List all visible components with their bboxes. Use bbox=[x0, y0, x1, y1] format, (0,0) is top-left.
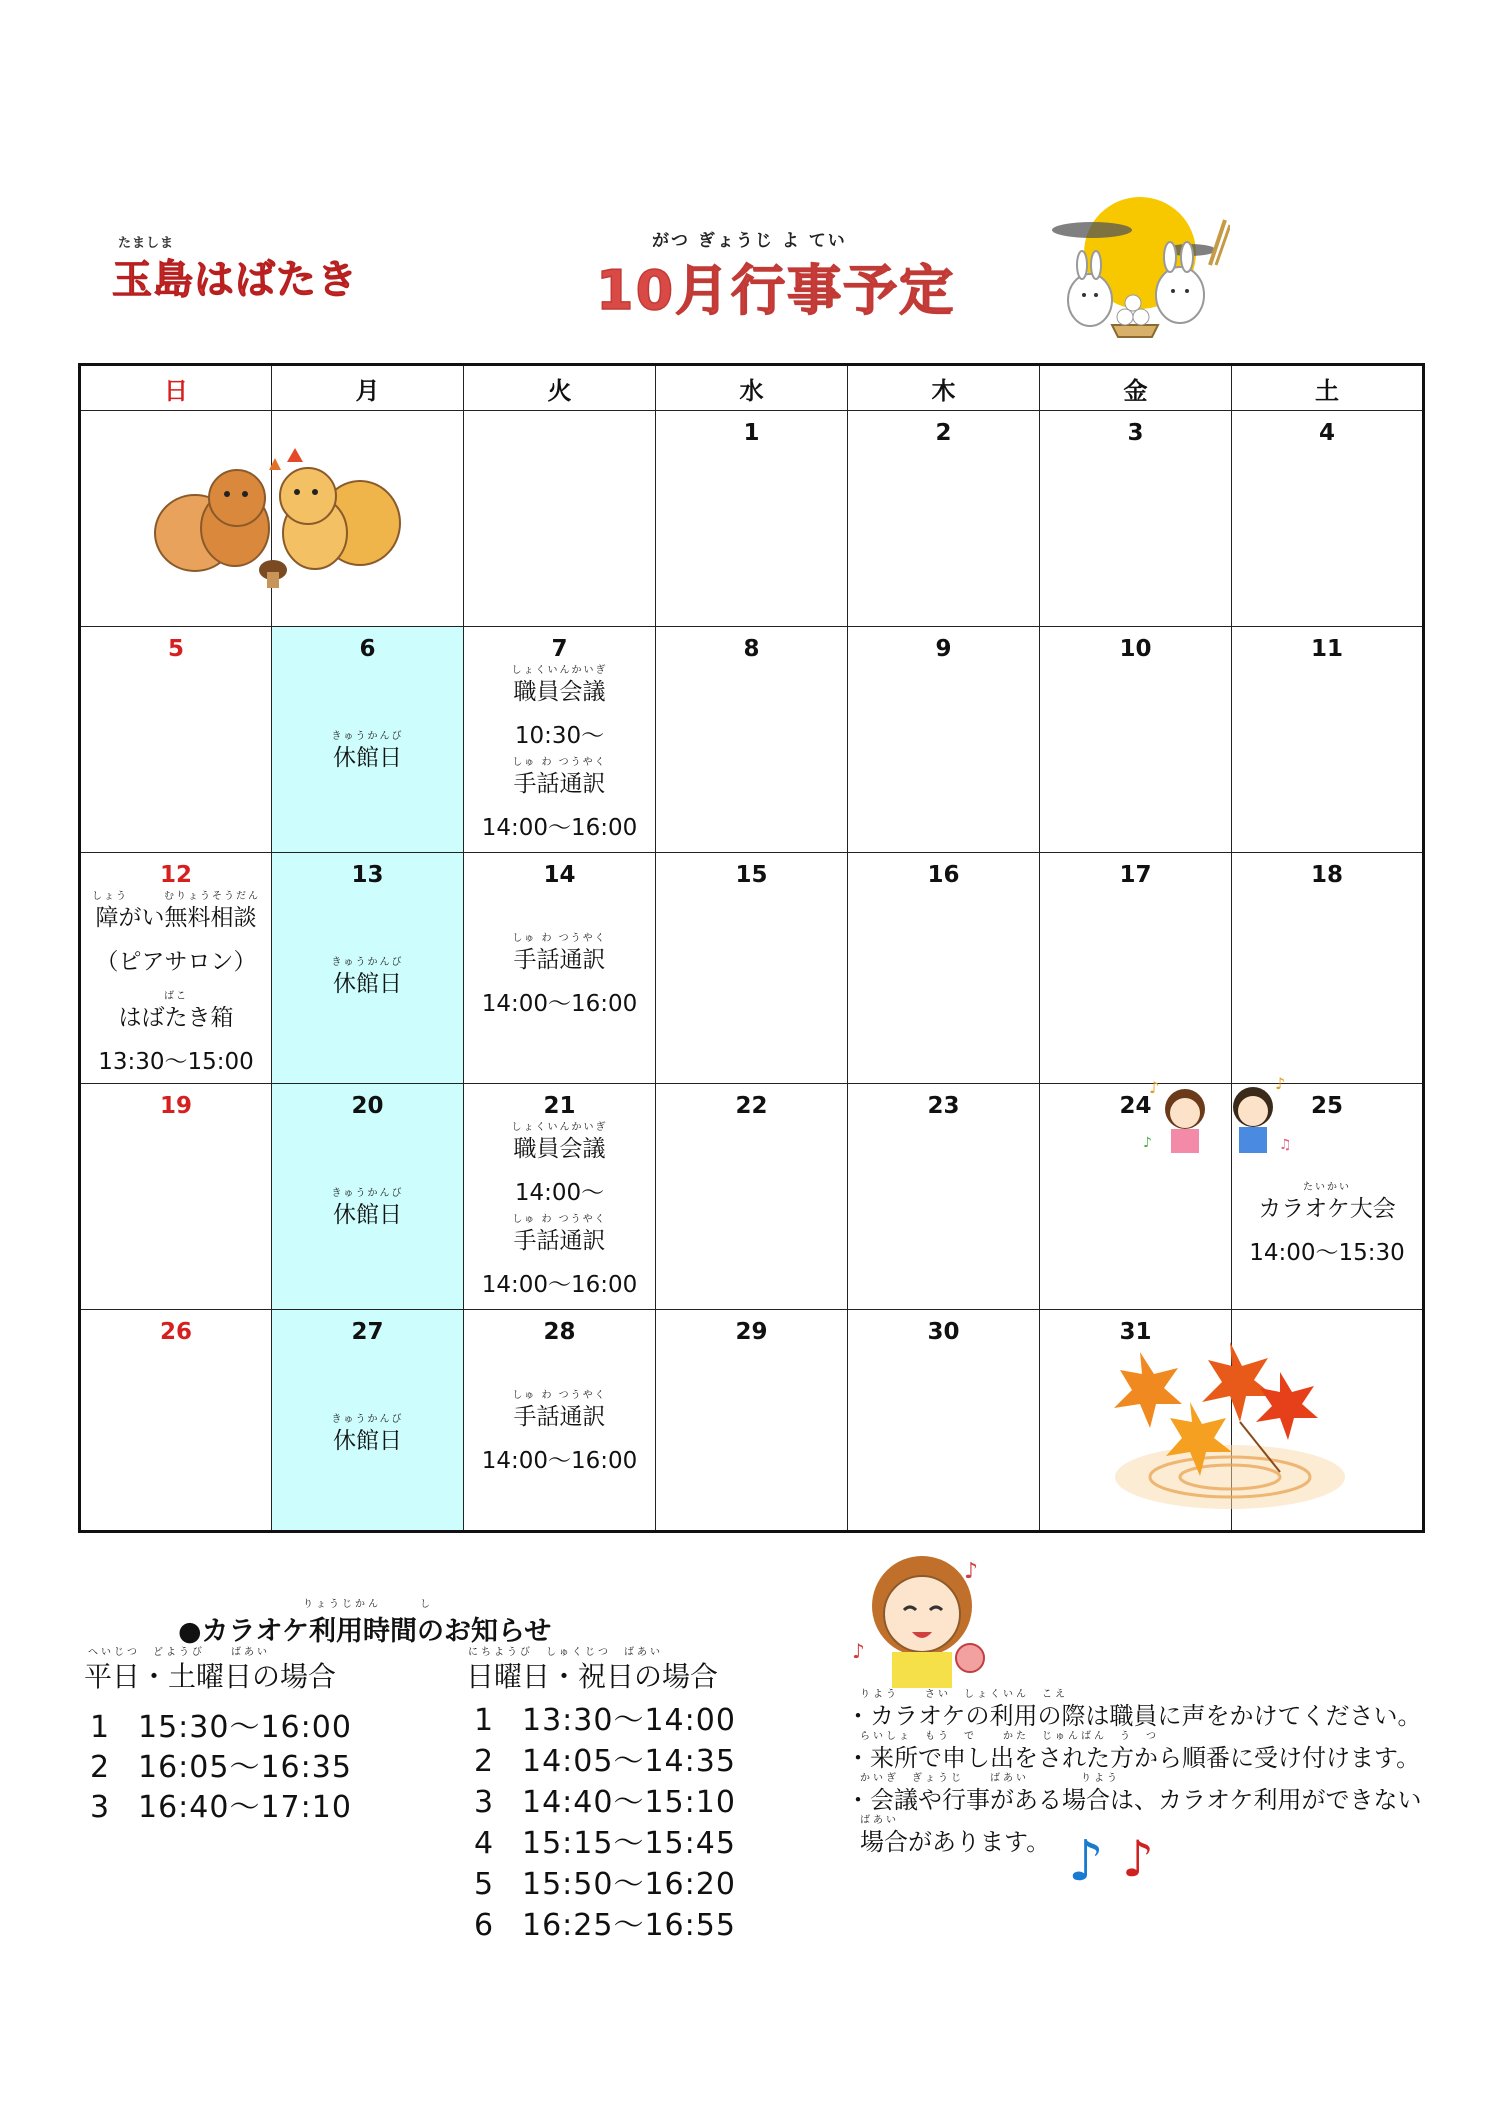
note-text: ・会議や行事がある場合は、カラオケ利用ができない bbox=[846, 1786, 1422, 1814]
day-number: 27 bbox=[351, 1319, 384, 1345]
day-number: 4 bbox=[1318, 420, 1335, 446]
time-slot bbox=[474, 1736, 736, 1777]
calendar-week bbox=[80, 627, 1424, 853]
calendar-day-cell bbox=[464, 1084, 656, 1310]
calendar-day-cell bbox=[1232, 627, 1424, 853]
karaoke-title: ●カラオケ利用時間のお知らせ bbox=[178, 1616, 552, 1647]
slot-time: 15:15〜15:45 bbox=[522, 1826, 736, 1861]
slot-time: 16:25〜16:55 bbox=[522, 1908, 736, 1943]
event-ruby: きゅうかんび bbox=[331, 1414, 404, 1425]
weekday-mon: 月 bbox=[272, 365, 464, 411]
calendar-day-cell bbox=[848, 411, 1040, 627]
day-number: 3 bbox=[1127, 420, 1144, 446]
calendar-day-cell bbox=[848, 853, 1040, 1084]
calendar-day-cell bbox=[464, 627, 656, 853]
event-ruby: しゅ わ つうやく bbox=[512, 1390, 607, 1401]
time-slot bbox=[474, 1818, 736, 1859]
event-ruby: しょくいんかいぎ bbox=[511, 1122, 608, 1133]
event-ruby: きゅうかんび bbox=[331, 957, 404, 968]
weekday-header bbox=[80, 365, 1424, 411]
note-ruby: かいぎ ぎょうじ ばあい りよう bbox=[860, 1773, 1120, 1784]
event-label: 休館日 bbox=[333, 971, 402, 997]
weekday-tue: 火 bbox=[464, 365, 656, 411]
note-ruby: りよう さい しょくいん こえ bbox=[860, 1689, 1068, 1700]
weekday-fri: 金 bbox=[1040, 365, 1232, 411]
event-time: 13:30〜15:00 bbox=[98, 1049, 254, 1075]
event-label: 休館日 bbox=[333, 1428, 402, 1454]
day-number: 17 bbox=[1119, 862, 1152, 888]
svg-text:♪: ♪ bbox=[1122, 1830, 1154, 1888]
svg-text:♪: ♪ bbox=[1068, 1829, 1104, 1894]
page-title-ruby: がつ ぎょうじ よ てい bbox=[652, 231, 847, 251]
calendar-day-cell bbox=[848, 1310, 1040, 1532]
event-time: 14:00〜16:00 bbox=[481, 1448, 638, 1474]
day-number: 7 bbox=[551, 636, 568, 662]
slot-time: 14:05〜14:35 bbox=[522, 1744, 736, 1779]
weekday-slots bbox=[90, 1702, 352, 1825]
page-title: 10月行事予定 bbox=[596, 259, 956, 322]
day-number: 24 bbox=[1119, 1093, 1152, 1119]
event-label: 障がい無料相談 bbox=[95, 905, 257, 931]
holiday-title: 日曜日・祝日の場合 bbox=[466, 1660, 719, 1693]
event-time: 14:00〜16:00 bbox=[481, 815, 638, 841]
svg-text:♪: ♪ bbox=[1275, 1074, 1286, 1093]
event-time: 14:00〜 bbox=[514, 1180, 605, 1206]
day-number: 13 bbox=[351, 862, 384, 888]
maple-leaves-icon bbox=[1080, 1332, 1350, 1522]
event-label: 手話通訳 bbox=[513, 771, 606, 797]
singing-woman-icon bbox=[852, 1548, 1002, 1688]
calendar-day-cell bbox=[272, 1310, 464, 1532]
time-slot bbox=[474, 1900, 736, 1941]
slot-number: 1 bbox=[474, 1703, 495, 1738]
note-ruby: ばあい bbox=[860, 1815, 899, 1826]
weekday-wed: 水 bbox=[656, 365, 848, 411]
event-ruby: ばこ bbox=[164, 991, 188, 1002]
squirrels-icon bbox=[145, 448, 405, 598]
day-number: 25 bbox=[1310, 1093, 1343, 1119]
slot-number: 5 bbox=[474, 1867, 495, 1902]
calendar-day-cell bbox=[464, 853, 656, 1084]
day-number: 15 bbox=[735, 862, 768, 888]
event-ruby: しゅ わ つうやく bbox=[512, 757, 607, 768]
day-number: 8 bbox=[743, 636, 760, 662]
slot-number: 6 bbox=[474, 1908, 495, 1943]
moon-rabbits-icon bbox=[1030, 195, 1230, 345]
event-ruby: たいかい bbox=[1303, 1182, 1351, 1193]
event-label: 職員会議 bbox=[513, 679, 606, 705]
calendar-day-cell bbox=[1232, 411, 1424, 627]
weekday-sat: 土 bbox=[1232, 365, 1424, 411]
event-ruby: しゅ わ つうやく bbox=[512, 933, 607, 944]
day-number: 14 bbox=[543, 862, 576, 888]
time-slot bbox=[90, 1782, 352, 1825]
calendar-day-cell bbox=[656, 1084, 848, 1310]
svg-text:♪: ♪ bbox=[1149, 1078, 1160, 1097]
holiday-ruby: にちようび しゅくじつ ばあい bbox=[468, 1647, 663, 1658]
event-ruby: しょう むりょうそうだん bbox=[92, 891, 260, 902]
time-slot bbox=[90, 1702, 352, 1745]
day-number: 16 bbox=[927, 862, 960, 888]
calendar-day-cell bbox=[848, 1084, 1040, 1310]
calendar-day-cell bbox=[272, 1084, 464, 1310]
event-time: 14:00〜15:30 bbox=[1249, 1240, 1405, 1266]
weekday-thu: 木 bbox=[848, 365, 1040, 411]
event-ruby: しゅ わ つうやく bbox=[512, 1214, 607, 1225]
weekday-title: 平日・土曜日の場合 bbox=[84, 1660, 337, 1693]
event-label: 手話通訳 bbox=[513, 1228, 606, 1254]
calendar-day-cell bbox=[272, 627, 464, 853]
day-number: 31 bbox=[1119, 1319, 1152, 1345]
calendar-day-cell bbox=[1040, 411, 1232, 627]
day-number: 10 bbox=[1119, 636, 1152, 662]
calendar-day-cell bbox=[464, 1310, 656, 1532]
day-number: 26 bbox=[159, 1319, 192, 1345]
svg-text:♫: ♫ bbox=[1279, 1137, 1292, 1153]
day-number: 9 bbox=[935, 636, 952, 662]
note-text: ・来所で申し出をされた方から順番に受け付けます。 bbox=[846, 1744, 1421, 1772]
calendar-day-cell bbox=[1232, 853, 1424, 1084]
day-number: 5 bbox=[167, 636, 184, 662]
note-text: 場合があります。 bbox=[860, 1828, 1051, 1856]
day-number: 6 bbox=[359, 636, 376, 662]
calendar-day-cell bbox=[80, 853, 272, 1084]
calendar-day-cell bbox=[80, 1310, 272, 1532]
slot-time: 16:05〜16:35 bbox=[138, 1750, 352, 1785]
note-text: ・カラオケの利用の際は職員に声をかけてください。 bbox=[846, 1702, 1422, 1730]
day-number: 19 bbox=[159, 1093, 192, 1119]
svg-text:♪: ♪ bbox=[852, 1639, 865, 1663]
calendar-day-cell bbox=[272, 853, 464, 1084]
calendar-day-cell bbox=[656, 411, 848, 627]
calendar-day-cell bbox=[1040, 627, 1232, 853]
calendar-day-cell bbox=[656, 627, 848, 853]
logo-ruby: たましま bbox=[118, 236, 175, 251]
slot-time: 13:30〜14:00 bbox=[522, 1703, 736, 1738]
event-label: 手話通訳 bbox=[513, 1404, 606, 1430]
slot-number: 3 bbox=[90, 1790, 111, 1825]
holiday-slots bbox=[474, 1695, 736, 1941]
day-number: 2 bbox=[935, 420, 952, 446]
event-time: 14:00〜16:00 bbox=[481, 991, 638, 1017]
slot-time: 16:40〜17:10 bbox=[138, 1790, 352, 1825]
event-time: 14:00〜16:00 bbox=[481, 1272, 638, 1298]
day-number: 11 bbox=[1310, 636, 1343, 662]
time-slot bbox=[474, 1859, 736, 1900]
weekday-ruby: へいじつ どようび ばあい bbox=[88, 1647, 270, 1658]
calendar-day-cell bbox=[464, 411, 656, 627]
event-time: 10:30〜 bbox=[514, 723, 605, 749]
slot-time: 15:30〜16:00 bbox=[138, 1710, 352, 1745]
svg-text:♪: ♪ bbox=[964, 1559, 979, 1584]
event-ruby: しょくいんかいぎ bbox=[511, 665, 608, 676]
event-label: カラオケ大会 bbox=[1258, 1196, 1396, 1222]
slot-number: 2 bbox=[90, 1750, 111, 1785]
slot-time: 15:50〜16:20 bbox=[522, 1867, 736, 1902]
event-label: はばたき箱 bbox=[118, 1005, 234, 1031]
slot-time: 14:40〜15:10 bbox=[522, 1785, 736, 1820]
day-number: 28 bbox=[543, 1319, 576, 1345]
slot-number: 4 bbox=[474, 1826, 495, 1861]
calendar-day-cell bbox=[656, 853, 848, 1084]
slot-number: 1 bbox=[90, 1710, 111, 1745]
event-label: 休館日 bbox=[333, 1202, 402, 1228]
calendar-day-cell bbox=[1040, 853, 1232, 1084]
slot-number: 2 bbox=[474, 1744, 495, 1779]
day-number: 1 bbox=[743, 420, 760, 446]
event-label: （ピアサロン） bbox=[95, 949, 257, 975]
svg-text:♪: ♪ bbox=[1143, 1135, 1152, 1151]
calendar-week bbox=[80, 853, 1424, 1084]
day-number: 23 bbox=[927, 1093, 960, 1119]
time-slot bbox=[474, 1777, 736, 1818]
calendar-day-cell bbox=[80, 1084, 272, 1310]
day-number: 20 bbox=[351, 1093, 384, 1119]
time-slot bbox=[90, 1742, 352, 1785]
calendar-day-cell bbox=[656, 1310, 848, 1532]
time-slot bbox=[474, 1695, 736, 1736]
music-notes-icon bbox=[1062, 1820, 1182, 1900]
slot-number: 3 bbox=[474, 1785, 495, 1820]
calendar-day-cell bbox=[848, 627, 1040, 853]
note-ruby: らいしょ もう で かた じゅんばん う つ bbox=[860, 1731, 1159, 1742]
event-label: 職員会議 bbox=[513, 1136, 606, 1162]
weekday-sun: 日 bbox=[80, 365, 272, 411]
day-number: 21 bbox=[543, 1093, 576, 1119]
day-number: 12 bbox=[159, 862, 192, 888]
day-number: 22 bbox=[735, 1093, 768, 1119]
event-label: 休館日 bbox=[333, 745, 402, 771]
karaoke-singers-icon bbox=[1143, 1073, 1293, 1157]
day-number: 30 bbox=[927, 1319, 960, 1345]
event-label: 手話通訳 bbox=[513, 947, 606, 973]
karaoke-title-ruby: りょうじかん し bbox=[303, 1599, 433, 1610]
event-ruby: きゅうかんび bbox=[331, 1188, 404, 1199]
event-ruby: きゅうかんび bbox=[331, 731, 404, 742]
day-number: 29 bbox=[735, 1319, 768, 1345]
day-number: 18 bbox=[1310, 862, 1343, 888]
calendar-day-cell bbox=[80, 627, 272, 853]
logo: 玉島はばたき bbox=[112, 257, 358, 303]
